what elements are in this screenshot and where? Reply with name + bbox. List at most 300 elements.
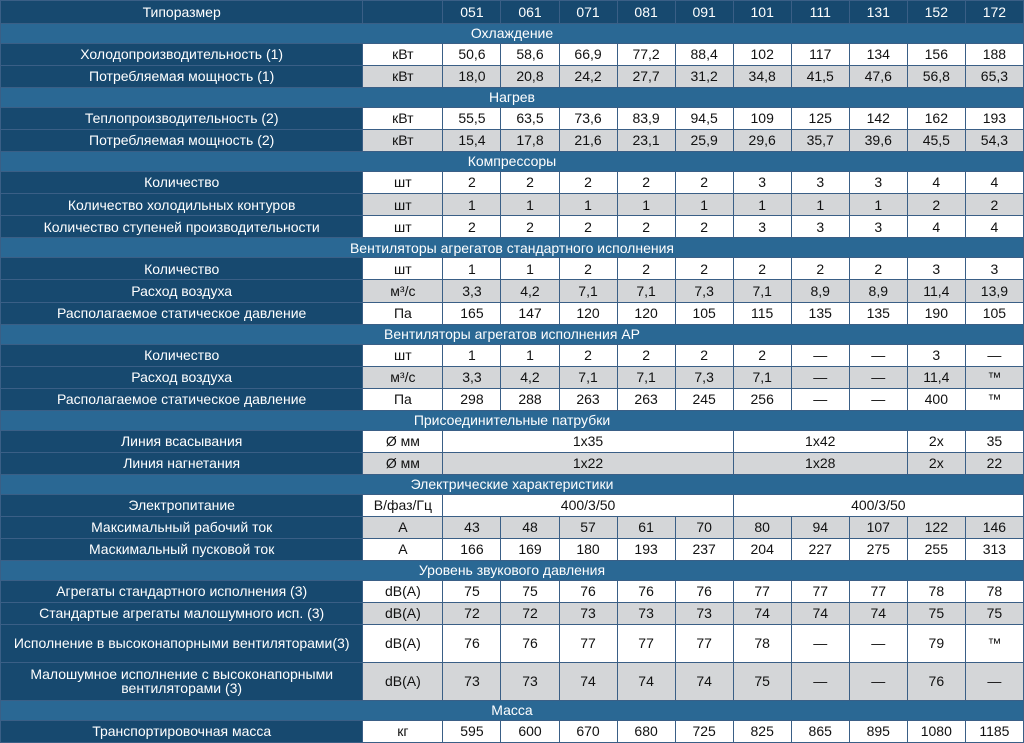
data-row	[1, 720, 1024, 742]
row-unit: dB(A)	[363, 625, 443, 663]
row-value: 2	[559, 258, 617, 280]
row-value: 25,9	[675, 130, 733, 152]
row-value: 2	[733, 344, 791, 366]
data-row	[1, 344, 1024, 366]
row-value: 75	[501, 580, 559, 602]
section-title: Масса	[1, 700, 1024, 720]
row-value: —	[965, 344, 1023, 366]
row-value: 2	[617, 344, 675, 366]
row-value: 83,9	[617, 108, 675, 130]
row-value: 74	[675, 662, 733, 700]
data-row	[1, 44, 1024, 66]
row-value: 122	[907, 516, 965, 538]
row-value: 2	[617, 258, 675, 280]
row-value: 3	[791, 216, 849, 238]
row-value: 7,3	[675, 280, 733, 302]
header-unit-cell	[363, 1, 443, 24]
row-value: 3	[791, 172, 849, 194]
row-value: 75	[443, 580, 501, 602]
row-value: 74	[559, 662, 617, 700]
row-value: 27,7	[617, 66, 675, 88]
row-value: 77	[559, 625, 617, 663]
data-row	[1, 388, 1024, 410]
row-label: Количество	[1, 172, 363, 194]
row-label: Малошумное исполнение с высоконапорными вентиляторами (3)	[1, 662, 363, 700]
row-value: 193	[965, 108, 1023, 130]
header-model: 111	[791, 1, 849, 24]
row-value: 4	[965, 216, 1023, 238]
row-value: 74	[617, 662, 675, 700]
row-value: 75	[907, 603, 965, 625]
row-label: Линия нагнетания	[1, 452, 363, 474]
row-unit: Ø мм	[363, 452, 443, 474]
data-row	[1, 580, 1024, 602]
row-label: Стандартые агрегаты малошумного исп. (3)	[1, 603, 363, 625]
section-title: Уровень звукового давления	[1, 561, 1024, 581]
data-row	[1, 108, 1024, 130]
row-value: 73	[617, 603, 675, 625]
row-value: 1	[617, 194, 675, 216]
header-model: 152	[907, 1, 965, 24]
row-value: —	[849, 625, 907, 663]
row-value: 76	[675, 580, 733, 602]
row-value: —	[849, 662, 907, 700]
row-value: —	[849, 388, 907, 410]
row-value: 156	[907, 44, 965, 66]
row-value: 2	[675, 216, 733, 238]
row-value: 35	[965, 430, 1023, 452]
row-value: 288	[501, 388, 559, 410]
row-value: 169	[501, 538, 559, 560]
row-value: 275	[849, 538, 907, 560]
header-model: 061	[501, 1, 559, 24]
row-value: 2	[849, 258, 907, 280]
row-value: 7,1	[617, 280, 675, 302]
row-value: 4	[907, 216, 965, 238]
row-value: 58,6	[501, 44, 559, 66]
row-value: 227	[791, 538, 849, 560]
row-value: 54,3	[965, 130, 1023, 152]
row-value: 56,8	[907, 66, 965, 88]
row-value: 825	[733, 720, 791, 742]
section-title-row	[1, 561, 1024, 581]
row-value: 8,9	[849, 280, 907, 302]
row-unit: м³/с	[363, 280, 443, 302]
section-title-row	[1, 88, 1024, 108]
row-value: 2	[617, 216, 675, 238]
row-value: 125	[791, 108, 849, 130]
row-value: 1x22	[443, 452, 733, 474]
data-row	[1, 130, 1024, 152]
header-model: 091	[675, 1, 733, 24]
row-value: 76	[443, 625, 501, 663]
row-value: —	[791, 344, 849, 366]
row-value: 120	[559, 302, 617, 324]
row-label: Агрегаты стандартного исполнения (3)	[1, 580, 363, 602]
row-value: 76	[617, 580, 675, 602]
row-value: 39,6	[849, 130, 907, 152]
row-unit: кВт	[363, 66, 443, 88]
row-value: ™	[965, 625, 1023, 663]
row-unit: Па	[363, 388, 443, 410]
row-label: Количество	[1, 344, 363, 366]
row-value: 725	[675, 720, 733, 742]
row-value: 2	[443, 172, 501, 194]
data-row	[1, 494, 1024, 516]
row-value: 107	[849, 516, 907, 538]
row-value: 865	[791, 720, 849, 742]
row-value: 166	[443, 538, 501, 560]
row-value: 73	[675, 603, 733, 625]
row-label: Транспортировочная масса	[1, 720, 363, 742]
row-value: 895	[849, 720, 907, 742]
row-unit: dB(A)	[363, 662, 443, 700]
data-row	[1, 430, 1024, 452]
row-value: 72	[501, 603, 559, 625]
row-unit: кВт	[363, 44, 443, 66]
row-value: 1	[501, 194, 559, 216]
row-value: 34,8	[733, 66, 791, 88]
row-value: 117	[791, 44, 849, 66]
row-unit: Ø мм	[363, 430, 443, 452]
row-value: 3	[965, 258, 1023, 280]
row-value: 17,8	[501, 130, 559, 152]
row-value: 204	[733, 538, 791, 560]
row-value: 245	[675, 388, 733, 410]
row-value: 74	[733, 603, 791, 625]
row-value: 11,4	[907, 366, 965, 388]
row-value: 400/3/50	[733, 494, 1023, 516]
section-title: Электрические характеристики	[1, 474, 1024, 494]
row-value: 2	[559, 172, 617, 194]
header-model: 071	[559, 1, 617, 24]
row-value: 1185	[965, 720, 1023, 742]
data-row	[1, 66, 1024, 88]
row-value: 115	[733, 302, 791, 324]
row-value: 2	[791, 258, 849, 280]
row-value: 3	[907, 258, 965, 280]
data-row	[1, 662, 1024, 700]
row-unit: А	[363, 538, 443, 560]
row-label: Располагаемое статическое давление	[1, 388, 363, 410]
row-value: 11,4	[907, 280, 965, 302]
section-title: Вентиляторы агрегатов стандартного исполнения	[1, 238, 1024, 258]
row-value: 3,3	[443, 280, 501, 302]
row-unit: шт	[363, 344, 443, 366]
data-row	[1, 258, 1024, 280]
row-value: 7,1	[733, 280, 791, 302]
row-value: 76	[907, 662, 965, 700]
row-value: 146	[965, 516, 1023, 538]
row-value: —	[791, 388, 849, 410]
row-value: 134	[849, 44, 907, 66]
row-value: 78	[907, 580, 965, 602]
row-value: 31,2	[675, 66, 733, 88]
row-value: 23,1	[617, 130, 675, 152]
section-title-row	[1, 324, 1024, 344]
row-label: Количество холодильных контуров	[1, 194, 363, 216]
row-value: 77	[733, 580, 791, 602]
data-row	[1, 172, 1024, 194]
row-unit: шт	[363, 258, 443, 280]
row-value: 595	[443, 720, 501, 742]
row-value: 74	[791, 603, 849, 625]
row-value: 3	[907, 344, 965, 366]
row-value: 55,5	[443, 108, 501, 130]
row-value: 77	[791, 580, 849, 602]
section-title-row	[1, 24, 1024, 44]
row-value: —	[791, 366, 849, 388]
row-value: 1	[733, 194, 791, 216]
row-value: 73	[443, 662, 501, 700]
row-value: 1	[443, 258, 501, 280]
row-value: 135	[849, 302, 907, 324]
row-value: 94	[791, 516, 849, 538]
row-value: 2	[501, 216, 559, 238]
row-value: 13,9	[965, 280, 1023, 302]
row-value: 29,6	[733, 130, 791, 152]
row-value: 78	[965, 580, 1023, 602]
row-value: 77	[617, 625, 675, 663]
row-value: 2x	[907, 430, 965, 452]
row-value: 1	[675, 194, 733, 216]
section-title: Нагрев	[1, 88, 1024, 108]
row-value: 7,1	[559, 366, 617, 388]
row-unit: кВт	[363, 130, 443, 152]
data-row	[1, 280, 1024, 302]
row-value: 165	[443, 302, 501, 324]
row-value: 88,4	[675, 44, 733, 66]
row-value: 1	[791, 194, 849, 216]
row-value: 77,2	[617, 44, 675, 66]
row-label: Располагаемое статическое давление	[1, 302, 363, 324]
row-value: 78	[733, 625, 791, 663]
row-value: 4	[965, 172, 1023, 194]
row-value: 41,5	[791, 66, 849, 88]
row-value: 147	[501, 302, 559, 324]
row-label: Количество ступеней производительности	[1, 216, 363, 238]
data-row	[1, 194, 1024, 216]
data-row	[1, 302, 1024, 324]
row-value: 2	[501, 172, 559, 194]
row-unit: шт	[363, 172, 443, 194]
row-value: 94,5	[675, 108, 733, 130]
row-value: 3	[849, 172, 907, 194]
row-value: 79	[907, 625, 965, 663]
row-unit: кВт	[363, 108, 443, 130]
row-value: 263	[559, 388, 617, 410]
row-value: 1	[501, 344, 559, 366]
row-value: 43	[443, 516, 501, 538]
row-value: 2	[907, 194, 965, 216]
row-unit: шт	[363, 194, 443, 216]
section-title: Охлаждение	[1, 24, 1024, 44]
header-model: 131	[849, 1, 907, 24]
row-value: 180	[559, 538, 617, 560]
data-row	[1, 603, 1024, 625]
row-label: Исполнение в высоконапорными вентиляторами(3)	[1, 625, 363, 663]
row-value: 142	[849, 108, 907, 130]
row-value: 35,7	[791, 130, 849, 152]
section-title: Компрессоры	[1, 152, 1024, 172]
header-row	[1, 1, 1024, 24]
row-value: 1x35	[443, 430, 733, 452]
row-value: 20,8	[501, 66, 559, 88]
row-value: 76	[559, 580, 617, 602]
row-value: 76	[501, 625, 559, 663]
row-value: 1	[849, 194, 907, 216]
data-row	[1, 538, 1024, 560]
row-value: 7,1	[617, 366, 675, 388]
header-model: 101	[733, 1, 791, 24]
row-unit: кг	[363, 720, 443, 742]
header-model: 081	[617, 1, 675, 24]
row-value: 77	[849, 580, 907, 602]
row-value: 105	[675, 302, 733, 324]
row-value: 135	[791, 302, 849, 324]
row-value: 4	[907, 172, 965, 194]
row-value: 162	[907, 108, 965, 130]
row-value: 2	[675, 172, 733, 194]
row-label: Теплопроизводительность (2)	[1, 108, 363, 130]
row-value: 61	[617, 516, 675, 538]
row-value: 600	[501, 720, 559, 742]
row-value: 75	[733, 662, 791, 700]
row-unit: dB(A)	[363, 603, 443, 625]
row-value: 120	[617, 302, 675, 324]
row-value: 193	[617, 538, 675, 560]
row-value: ™	[965, 366, 1023, 388]
section-title-row	[1, 238, 1024, 258]
row-value: 2	[559, 216, 617, 238]
row-value: 102	[733, 44, 791, 66]
header-model: 051	[443, 1, 501, 24]
row-value: 1x28	[733, 452, 907, 474]
row-value: 1x42	[733, 430, 907, 452]
row-value: 50,6	[443, 44, 501, 66]
row-value: 63,5	[501, 108, 559, 130]
row-value: 75	[965, 603, 1023, 625]
row-value: 77	[675, 625, 733, 663]
row-value: 73	[559, 603, 617, 625]
row-value: —	[791, 662, 849, 700]
header-model: 172	[965, 1, 1023, 24]
section-title: Вентиляторы агрегатов исполнения AP	[1, 324, 1024, 344]
row-unit: шт	[363, 216, 443, 238]
row-value: 2	[965, 194, 1023, 216]
data-row	[1, 366, 1024, 388]
row-value: 7,1	[733, 366, 791, 388]
row-value: 2	[733, 258, 791, 280]
row-value: 73	[501, 662, 559, 700]
row-value: 3	[733, 216, 791, 238]
data-row	[1, 452, 1024, 474]
spec-table-body	[1, 1, 1024, 743]
row-value: 1080	[907, 720, 965, 742]
row-value: 263	[617, 388, 675, 410]
row-label: Расход воздуха	[1, 280, 363, 302]
row-value: 2	[617, 172, 675, 194]
data-row	[1, 516, 1024, 538]
row-value: 1	[443, 194, 501, 216]
row-value: 2	[675, 258, 733, 280]
row-value: 190	[907, 302, 965, 324]
row-value: 7,3	[675, 366, 733, 388]
row-value: 15,4	[443, 130, 501, 152]
row-label: Потребляемая мощность (2)	[1, 130, 363, 152]
row-value: 48	[501, 516, 559, 538]
section-title-row	[1, 152, 1024, 172]
row-unit: м³/с	[363, 366, 443, 388]
section-title: Присоединительные патрубки	[1, 410, 1024, 430]
row-value: 400	[907, 388, 965, 410]
row-value: 109	[733, 108, 791, 130]
row-unit: В/фаз/Гц	[363, 494, 443, 516]
header-label: Типоразмер	[1, 1, 363, 24]
row-value: 45,5	[907, 130, 965, 152]
row-value: 313	[965, 538, 1023, 560]
row-label: Холодопроизводительность (1)	[1, 44, 363, 66]
row-value: 74	[849, 603, 907, 625]
row-value: —	[965, 662, 1023, 700]
row-value: 7,1	[559, 280, 617, 302]
row-value: 3	[849, 216, 907, 238]
row-label: Маскимальный пусковой ток	[1, 538, 363, 560]
row-value: 298	[443, 388, 501, 410]
row-unit: dB(A)	[363, 580, 443, 602]
row-value: 72	[443, 603, 501, 625]
data-row	[1, 216, 1024, 238]
row-value: 4,2	[501, 280, 559, 302]
row-value: 73,6	[559, 108, 617, 130]
row-value: 1	[443, 344, 501, 366]
row-label: Максимальный рабочий ток	[1, 516, 363, 538]
row-value: 400/3/50	[443, 494, 733, 516]
row-value: 24,2	[559, 66, 617, 88]
row-value: 3,3	[443, 366, 501, 388]
row-value: 680	[617, 720, 675, 742]
row-unit: Па	[363, 302, 443, 324]
row-value: 8,9	[791, 280, 849, 302]
row-value: 57	[559, 516, 617, 538]
row-value: 70	[675, 516, 733, 538]
row-value: 105	[965, 302, 1023, 324]
row-value: 47,6	[849, 66, 907, 88]
data-row	[1, 625, 1024, 663]
row-value: 3	[733, 172, 791, 194]
row-value: 2	[675, 344, 733, 366]
row-value: 66,9	[559, 44, 617, 66]
row-value: 22	[965, 452, 1023, 474]
row-value: 2x	[907, 452, 965, 474]
row-value: 1	[501, 258, 559, 280]
row-value: 255	[907, 538, 965, 560]
row-value: ™	[965, 388, 1023, 410]
row-value: 670	[559, 720, 617, 742]
section-title-row	[1, 700, 1024, 720]
row-value: —	[791, 625, 849, 663]
row-label: Количество	[1, 258, 363, 280]
section-title-row	[1, 410, 1024, 430]
row-value: 80	[733, 516, 791, 538]
row-value: —	[849, 344, 907, 366]
row-value: 2	[443, 216, 501, 238]
row-value: 237	[675, 538, 733, 560]
row-value: 18,0	[443, 66, 501, 88]
row-label: Потребляемая мощность (1)	[1, 66, 363, 88]
row-value: 2	[559, 344, 617, 366]
row-value: 256	[733, 388, 791, 410]
